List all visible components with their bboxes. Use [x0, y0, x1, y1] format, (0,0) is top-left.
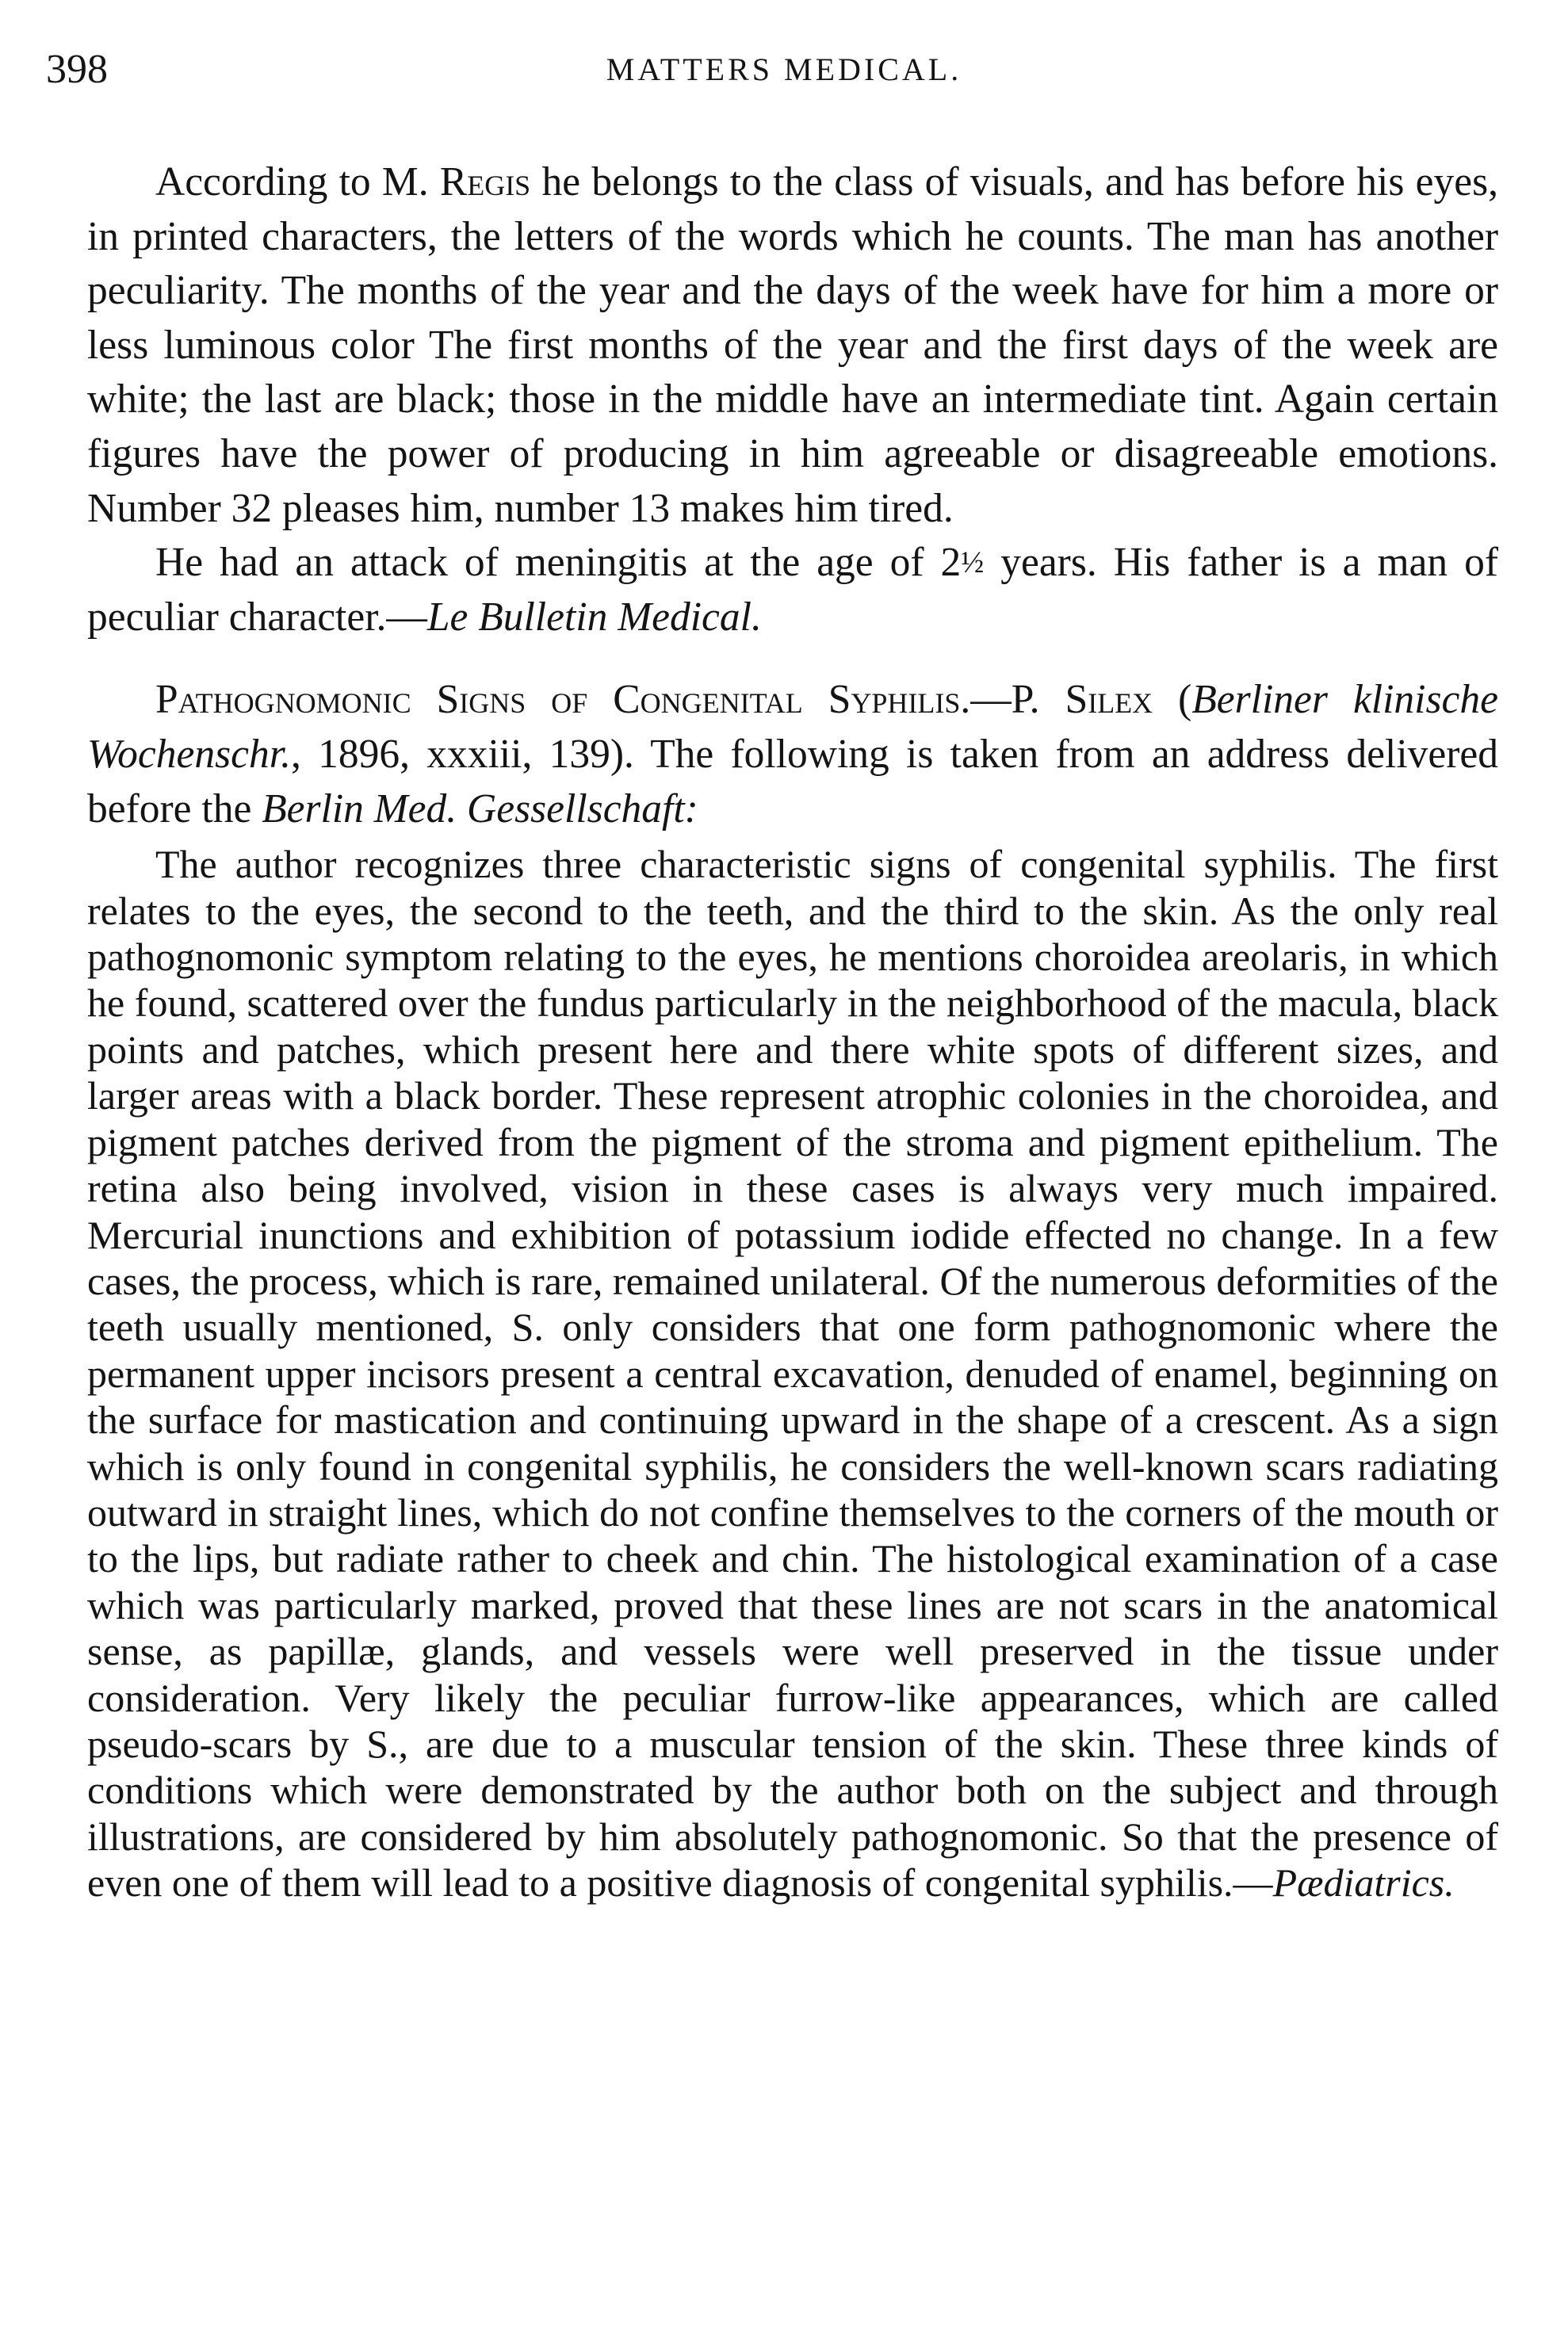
journal-name: Berliner klinische Wochenschr.	[87, 677, 1498, 778]
paragraph-text: The author recognizes three characteristic signs of congenital syphilis. The first relates to the eyes, the second to the teeth, and the third to the skin. As the only real pathognomonic symptom relating to the eyes, he mentions choroidea areolaris, in which he found, scattered over the fundus particularly in the neighborhood of the macula, black points and patches, which present here and there white spots of different sizes, and larger areas with a black border. These represent atrophic colonies in the choroidea, and pigment patches derived from the pigment of the stroma and pigment epithelium. The retina also being involved, vision in these cases is always very much impaired. Mercurial inunctions and exhibition of potassium iodide effected no change. In a few cases, the process, which is rare, remained unilateral. Of the numerous deformities of the teeth usually mentioned, S. only considers that one form pathognomonic where the permanent upper incisors present a central excavation, denuded of enamel, beginning on the surface for mastication and continuing upward in the shape of a crescent. As a sign which is only found in congenital syphilis, he considers the well-known scars radiating outward in straight lines, which do not confine themselves to the corners of the mouth or to the lips, but radiate rather to cheek and chin. The histological examination of a case which was particularly marked, proved that these lines are not scars in the anatomical sense, as papillæ, glands, and vessels were well preserved in the tissue under consideration. Very likely the peculiar furrow-like appearances, which are called pseudo-scars by S., are due to a muscular tension of the skin. These three kinds of conditions which were demonstrated by the author both on the subject and through illustrations, are considered by him absolutely pathognomonic. So that the presence of even one of them will lead to a positive diagnosis of congenital syphilis.—	[87, 842, 1498, 1906]
paragraph-text: he belongs to the class of visuals, and has before his eyes, in printed characters, the letters of the words which he counts. The man has another peculiarity. The months of the year and the days of the week have for him a more or less luminous color The first months of the year and the first days of the week are white; the last are black; those in the middle have an intermediate tint. Again certain figures have the power of producing in him agreeable or disagreeable emotions. Number 32 pleases him, number 13 makes him tired.	[87, 159, 1498, 531]
heading-dash: —P.	[970, 677, 1065, 723]
paragraph-intro: According to M.	[155, 159, 440, 205]
running-head: MATTERS MEDICAL.	[606, 52, 962, 87]
citation-open: (	[1153, 677, 1192, 723]
source-citation: Le Bulletin Medical.	[426, 594, 762, 640]
article-heading-paragraph	[87, 673, 1498, 836]
society-name: Berlin Med. Gessellschaft:	[262, 786, 698, 831]
paragraph-syphilis-signs	[87, 841, 1498, 1906]
paragraph-regis-visuals	[87, 155, 1498, 536]
citation-details: , 1896, xxxiii, 139). The following is taken from an address delivered before the	[87, 732, 1498, 831]
author-name-silex: Silex	[1065, 677, 1153, 723]
page-number: 398	[46, 47, 108, 92]
source-citation: Pædiatrics.	[1272, 1860, 1455, 1906]
paragraph-text: He had an attack of meningitis at the age of 2	[155, 540, 962, 586]
paragraph-meningitis	[87, 536, 1498, 644]
paragraph-text: years. His father is a man of peculiar character.—	[87, 540, 1498, 640]
fraction-half: ½	[961, 546, 985, 580]
page-body	[87, 155, 1498, 1906]
article-title: Pathognomonic Signs of Congenital Syphilis.	[155, 677, 971, 723]
author-name-regis: Regis	[439, 159, 531, 205]
